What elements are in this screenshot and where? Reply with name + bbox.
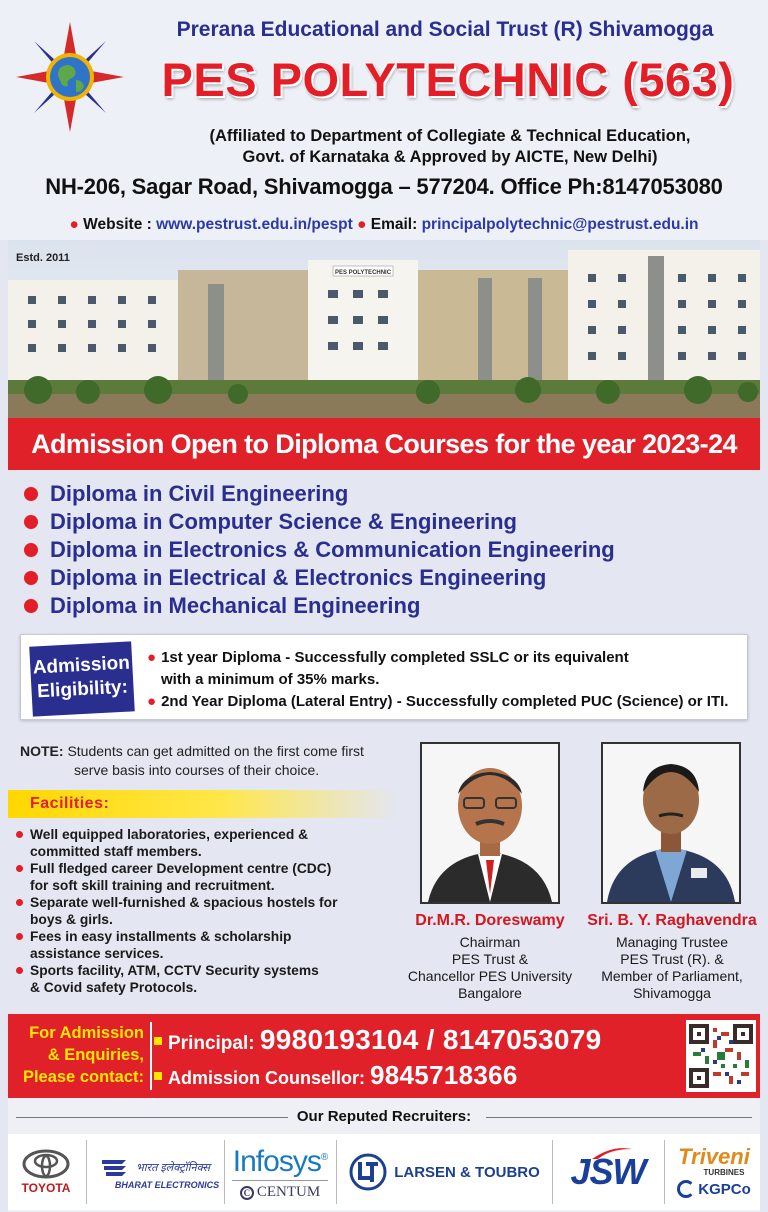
college-name: PES POLYTECHNIC (563) xyxy=(161,53,735,106)
facility-line: Fees in easy installments & scholarship xyxy=(30,929,292,944)
admission-note xyxy=(20,742,410,780)
triveni-wordmark: Triveni xyxy=(678,1144,750,1169)
course-name: Diploma in Electronics & Communication Engineering xyxy=(50,537,615,562)
contact-line xyxy=(10,216,758,234)
infosys-centum-logo xyxy=(228,1134,332,1210)
lt-wordmark: LARSEN & TOUBRO xyxy=(394,1163,540,1181)
eligibility-box xyxy=(20,634,748,720)
title-line: Chairman xyxy=(459,934,521,950)
chairman-title xyxy=(395,934,585,1002)
note-line-1: Students can get admitted on the first come first xyxy=(63,743,364,759)
lt-logo xyxy=(340,1134,548,1210)
divider xyxy=(224,1140,225,1204)
list-item xyxy=(14,962,406,996)
note-label: NOTE: xyxy=(20,743,64,759)
campus-photo xyxy=(8,240,760,418)
header xyxy=(0,0,768,240)
list-item xyxy=(14,826,406,860)
centum-icon: C xyxy=(240,1186,254,1200)
list-item xyxy=(14,894,406,928)
contact-bar xyxy=(8,1014,760,1098)
bullet-icon xyxy=(24,515,38,529)
contact-prompt-line: & Enquiries, xyxy=(47,1046,144,1064)
website-link[interactable]: www.pestrust.edu.in/pespt xyxy=(156,216,353,233)
managing-trustee-photo xyxy=(601,742,741,904)
trust-name: Prerana Educational and Social Trust (R) Shivamogga xyxy=(176,18,714,41)
jsw-logo xyxy=(556,1134,660,1210)
managing-trustee-name: Sri. B. Y. Raghavendra xyxy=(587,912,757,929)
list-item xyxy=(24,508,754,536)
bullet-icon xyxy=(24,571,38,585)
course-name: Diploma in Computer Science & Engineering xyxy=(50,509,517,534)
eligibility-item-1: 1st year Diploma - Successfully completed SSLC or its equivalent xyxy=(161,649,629,666)
list-item xyxy=(24,536,754,564)
divider xyxy=(664,1140,665,1204)
bullet-icon: ● xyxy=(147,649,157,666)
person-icon xyxy=(603,744,739,902)
list-item xyxy=(24,592,754,620)
facilities-list xyxy=(14,826,406,996)
eligibility-item-1-cont: with a minimum of 35% marks. xyxy=(161,671,380,688)
eligibility-tag-line-1: Admission xyxy=(32,652,131,679)
divider xyxy=(486,1117,752,1118)
list-item xyxy=(24,480,754,508)
campus-building-illustration xyxy=(8,240,760,418)
bullet-icon: ● xyxy=(147,693,157,710)
affiliation xyxy=(150,126,750,168)
recruiters-section xyxy=(8,1098,760,1212)
affiliation-line-1: (Affiliated to Department of Collegiate & Technical Education, xyxy=(209,127,691,145)
infosys-text: Infosys xyxy=(232,1145,321,1178)
facility-line: Well equipped laboratories, experienced & xyxy=(30,827,309,842)
list-item xyxy=(147,647,747,669)
triveni-kgp-logo xyxy=(668,1134,760,1210)
facility-line: Full fledged career Development centre (CDC) xyxy=(30,861,332,876)
principal-phones[interactable]: 9980193104 / 8147053079 xyxy=(259,1024,602,1055)
divider xyxy=(16,1117,288,1118)
note-line-2: serve basis into courses of their choice. xyxy=(74,762,320,778)
facility-line: committed staff members. xyxy=(30,844,202,859)
bullet-icon xyxy=(154,1037,162,1045)
title-line: Member of Parliament, xyxy=(601,968,743,984)
eligibility-item-2: 2nd Year Diploma (Lateral Entry) - Successfully completed PUC (Science) or ITI. xyxy=(161,693,729,710)
counsellor-contact xyxy=(154,1060,518,1091)
jsw-swoosh-icon xyxy=(592,1147,632,1161)
facility-line: & Covid safety Protocols. xyxy=(30,980,198,995)
bel-wordmark: BHARAT ELECTRONICS xyxy=(114,1180,220,1190)
email-link[interactable]: principalpolytechnic@pestrust.edu.in xyxy=(421,216,699,233)
title-line: Shivamogga xyxy=(633,985,711,1001)
toyota-emblem-icon xyxy=(21,1149,71,1179)
qr-code-icon[interactable] xyxy=(686,1020,756,1092)
compass-globe-logo-icon xyxy=(16,22,124,132)
eligibility-tag xyxy=(29,641,135,716)
facilities-heading: Facilities: xyxy=(8,790,398,818)
bel-logo xyxy=(90,1134,220,1210)
email-label: Email: xyxy=(370,216,422,233)
toyota-logo xyxy=(10,1134,82,1210)
title-line: PES Trust & xyxy=(451,951,529,967)
kgp-wordmark xyxy=(677,1180,751,1198)
bullet-icon xyxy=(24,487,38,501)
bullet-icon xyxy=(154,1072,162,1080)
website-label: Website : xyxy=(83,216,157,233)
course-name: Diploma in Mechanical Engineering xyxy=(50,593,421,618)
bullet-icon xyxy=(24,599,38,613)
list-item xyxy=(147,669,747,691)
centum-text: CENTUM xyxy=(256,1184,321,1200)
principal-contact xyxy=(154,1024,602,1056)
bel-emblem-icon xyxy=(100,1154,134,1180)
contact-prompt-line: For Admission xyxy=(29,1024,144,1042)
chairman-name: Dr.M.R. Doreswamy xyxy=(415,912,565,929)
list-item xyxy=(147,691,747,713)
toyota-wordmark: TOYOTA xyxy=(21,1181,71,1195)
contact-prompt-line: Please contact: xyxy=(22,1068,144,1086)
title-line: Chancellor PES University xyxy=(407,968,573,984)
eligibility-list xyxy=(147,647,747,713)
affiliation-line-2: Govt. of Karnataka & Approved by AICTE, New Delhi) xyxy=(242,148,658,166)
counsellor-phone[interactable]: 9845718366 xyxy=(370,1060,518,1090)
infosys-wordmark xyxy=(233,1143,327,1177)
eligibility-tag-line-2: Eligibility: xyxy=(36,676,129,703)
title-line: Managing Trustee xyxy=(615,934,729,950)
kgp-text: KGPCo xyxy=(698,1180,751,1198)
bullet-icon xyxy=(24,543,38,557)
course-name: Diploma in Civil Engineering xyxy=(50,481,349,506)
title-line: Bangalore xyxy=(458,985,522,1001)
list-item xyxy=(14,860,406,894)
recruiters-title xyxy=(8,1108,760,1126)
person-icon xyxy=(422,744,558,902)
facility-line: Sports facility, ATM, CCTV Security systems xyxy=(30,963,319,978)
recruiter-logos xyxy=(8,1134,760,1210)
established-year: Estd. 2011 xyxy=(16,252,70,264)
divider xyxy=(86,1140,87,1204)
divider xyxy=(232,1180,328,1181)
divider xyxy=(552,1140,553,1204)
divider xyxy=(336,1140,337,1204)
chairman-photo xyxy=(420,742,560,904)
divider xyxy=(150,1022,152,1090)
facility-line: Separate well-furnished & spacious hostels for xyxy=(30,895,338,910)
centum-wordmark xyxy=(240,1184,320,1201)
registered-mark: ® xyxy=(320,1152,328,1163)
triveni-sub: TURBINES xyxy=(703,1168,745,1177)
kgp-icon xyxy=(677,1180,695,1198)
list-item xyxy=(24,564,754,592)
contact-prompt xyxy=(16,1022,144,1088)
course-list xyxy=(24,480,754,620)
bel-hindi-wordmark: भारत इलेक्ट्रॉनिक्स xyxy=(136,1161,210,1174)
address: NH-206, Sagar Road, Shivamogga – 577204. Office Ph:8147053080 xyxy=(45,174,723,199)
facility-line: assistance services. xyxy=(30,946,164,961)
bullet-icon: ● xyxy=(69,216,79,233)
principal-label: Principal: xyxy=(168,1033,260,1054)
lt-emblem-icon xyxy=(348,1152,388,1192)
course-name: Diploma in Electrical & Electronics Engineering xyxy=(50,565,547,590)
building-sign: PES POLYTECHNIC xyxy=(334,270,392,276)
jsw-wordmark xyxy=(570,1151,645,1193)
managing-trustee-title xyxy=(577,934,767,1002)
facility-line: for soft skill training and recruitment. xyxy=(30,878,275,893)
admission-banner: Admission Open to Diploma Courses for the year 2023-24 xyxy=(8,418,760,470)
counsellor-label: Admission Counsellor: xyxy=(168,1068,371,1088)
recruiters-heading: Our Reputed Recruiters: xyxy=(291,1108,477,1125)
facility-line: boys & girls. xyxy=(30,912,113,927)
title-line: PES Trust (R). & xyxy=(620,951,724,967)
list-item xyxy=(14,928,406,962)
jsw-text: JSW xyxy=(570,1151,646,1192)
bullet-icon: ● xyxy=(357,216,367,233)
